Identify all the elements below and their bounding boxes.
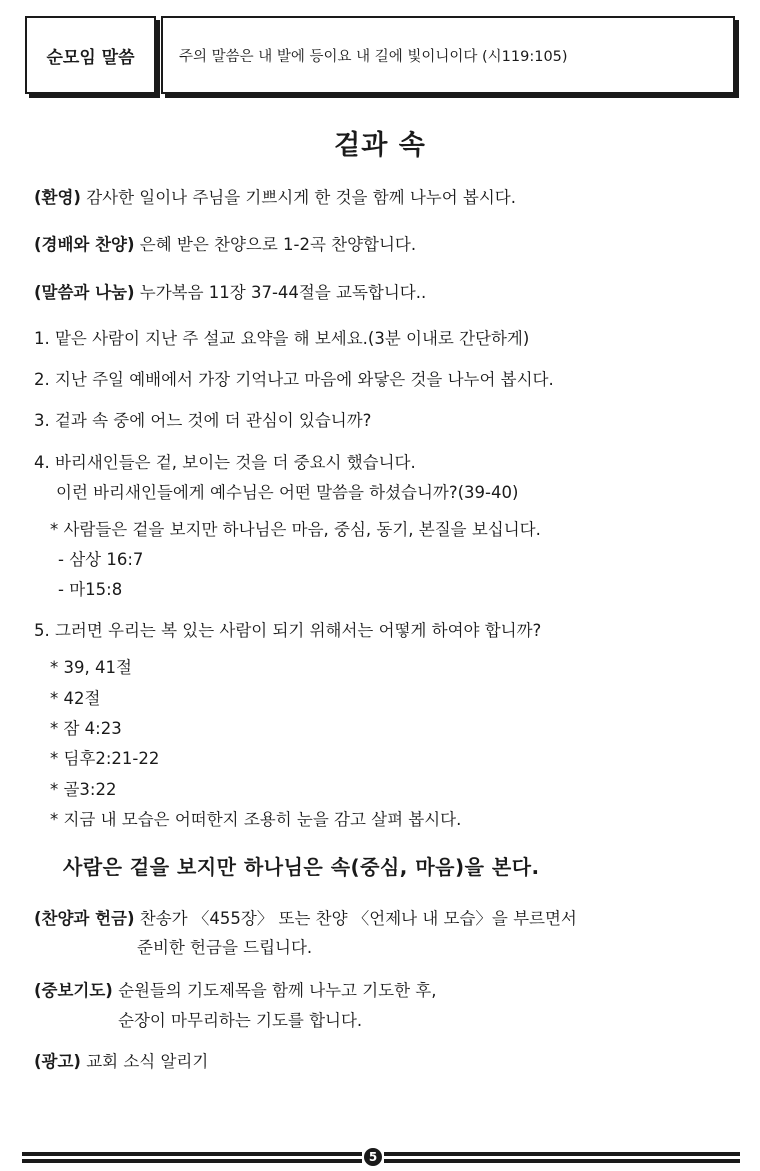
emphasis-statement: 사람은 겉을 보지만 하나님은 속(중심, 마음)을 본다. — [63, 855, 540, 879]
welcome-line — [34, 188, 516, 208]
question-5-ref-6: * 지금 내 모습은 어떠한지 조용히 눈을 감고 살펴 봅시다. — [50, 810, 462, 829]
question-3: 3. 겉과 속 중에 어느 것에 더 관심이 있습니까? — [34, 411, 372, 430]
prayer-tag: (중보기도) — [34, 981, 113, 1000]
header-label: 순모임 말씀 — [46, 47, 135, 68]
prayer-text-1: 순원들의 기도제목을 함께 나누고 기도한 후, — [112, 981, 437, 1000]
header-label-box — [25, 16, 156, 94]
header-verse: 주의 말씀은 내 발에 등이요 내 길에 빛이니이다 (시119:105) — [179, 48, 568, 65]
header-verse-box — [161, 16, 735, 94]
question-1: 1. 맡은 사람이 지난 주 설교 요약을 해 보세요.(3분 이내로 간단하게) — [34, 329, 530, 348]
question-2: 2. 지난 주일 예배에서 가장 기억나고 마음에 와닿은 것을 나누어 봅시다. — [34, 370, 554, 389]
question-4-line-1: 4. 바리새인들은 겉, 보이는 것을 더 중요시 했습니다. — [34, 453, 416, 472]
worship-text: 은혜 받은 찬양으로 1-2곡 찬양합니다. — [134, 235, 417, 254]
question-5-ref-5: * 골3:22 — [50, 780, 117, 799]
praise-text-2: 준비한 헌금을 드립니다. — [137, 938, 313, 957]
ad-tag: (광고) — [34, 1052, 81, 1071]
praise-tag: (찬양과 헌금) — [34, 909, 135, 928]
prayer-line-1 — [34, 981, 436, 1001]
footer-rule-right — [384, 1152, 740, 1163]
ad-text: 교회 소식 알리기 — [80, 1052, 209, 1071]
question-5-ref-1: * 39, 41절 — [50, 658, 132, 677]
worship-tag: (경배와 찬양) — [34, 235, 135, 254]
footer-rule-left — [22, 1152, 362, 1163]
question-5-ref-4: * 딤후2:21-22 — [50, 749, 160, 768]
prayer-text-2: 순장이 마무리하는 기도를 합니다. — [118, 1011, 363, 1030]
word-tag: (말씀과 나눔) — [34, 283, 135, 302]
welcome-text: 감사한 일이나 주님을 기쁘시게 한 것을 함께 나누어 봅시다. — [80, 188, 516, 207]
question-4-ref-2: - 마15:8 — [58, 580, 123, 599]
word-text: 누가복음 11장 37-44절을 교독합니다.. — [134, 283, 427, 302]
praise-line-1 — [34, 909, 577, 929]
question-5-ref-3: * 잠 4:23 — [50, 719, 122, 738]
ad-line — [34, 1052, 208, 1072]
question-4-ref-1: - 삼상 16:7 — [58, 550, 144, 569]
welcome-tag: (환영) — [34, 188, 81, 207]
praise-text-1: 찬송가 〈455장〉 또는 찬양 〈언제나 내 모습〉을 부르면서 — [134, 909, 577, 928]
page-number: 5 — [364, 1148, 382, 1166]
question-4-note: * 사람들은 겉을 보지만 하나님은 마음, 중심, 동기, 본질을 보십니다. — [50, 520, 541, 539]
question-5-ref-2: * 42절 — [50, 689, 101, 708]
worship-line — [34, 235, 416, 255]
question-5: 5. 그러면 우리는 복 있는 사람이 되기 위해서는 어떻게 하여야 합니까? — [34, 621, 542, 640]
page-title: 겉과 속 — [334, 130, 426, 161]
word-line — [34, 283, 426, 303]
question-4-line-2: 이런 바리새인들에게 예수님은 어떤 말씀을 하셨습니까?(39-40) — [56, 483, 519, 502]
